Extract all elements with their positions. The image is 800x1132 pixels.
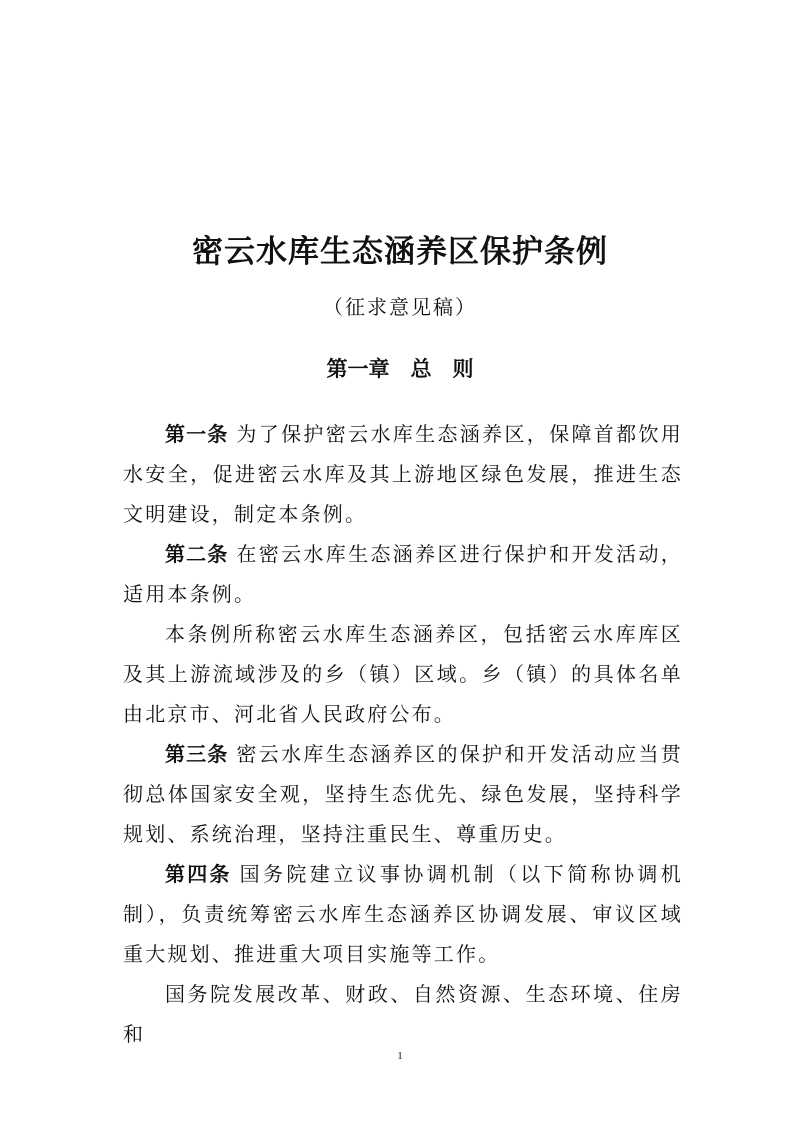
article-number: 第三条: [165, 742, 229, 766]
paragraph-article-2-continued: [123, 614, 683, 734]
paragraph-article-1: [123, 414, 683, 534]
page-number: 1: [397, 1050, 403, 1062]
article-number: 第二条: [165, 542, 229, 566]
paragraph-text: 本条例所称密云水库生态涵养区，包括密云水库库区及其上游流域涉及的乡（镇）区域。乡（镇）的具体名单由北京市、河北省人民政府公布。: [123, 622, 683, 726]
paragraph-text: 为了保护密云水库生态涵养区，保障首都饮用水安全，促进密云水库及其上游地区绿色发展，推进生态文明建设，制定本条例。: [123, 422, 684, 526]
paragraph-text: 国务院建立议事协调机制（以下简称协调机制），负责统筹密云水库生态涵养区协调发展、审议区域重大规划、推进重大项目实施等工作。: [123, 862, 683, 966]
document-title: 密云水库生态涵养区保护条例: [192, 234, 608, 270]
paragraph-article-4: [123, 854, 683, 974]
paragraph-text: 国务院发展改革、财政、自然资源、生态环境、住房和: [123, 982, 683, 1046]
paragraph-text: 密云水库生态涵养区的保护和开发活动应当贯彻总体国家安全观，坚持生态优先、绿色发展，坚持科学规划、系统治理，坚持注重民生、尊重历史。: [123, 742, 684, 846]
chapter-heading: 第一章 总 则: [326, 357, 474, 381]
paragraph-article-4-continued: [123, 974, 683, 1054]
document-subtitle: （征求意见稿）: [323, 295, 477, 319]
paragraph-article-3: [123, 734, 683, 854]
document-body: [123, 414, 683, 1054]
paragraph-text: 在密云水库生态涵养区进行保护和开发活动，适用本条例。: [123, 542, 684, 606]
paragraph-article-2: [123, 534, 683, 614]
article-number: 第一条: [165, 422, 229, 446]
article-number: 第四条: [165, 862, 232, 886]
